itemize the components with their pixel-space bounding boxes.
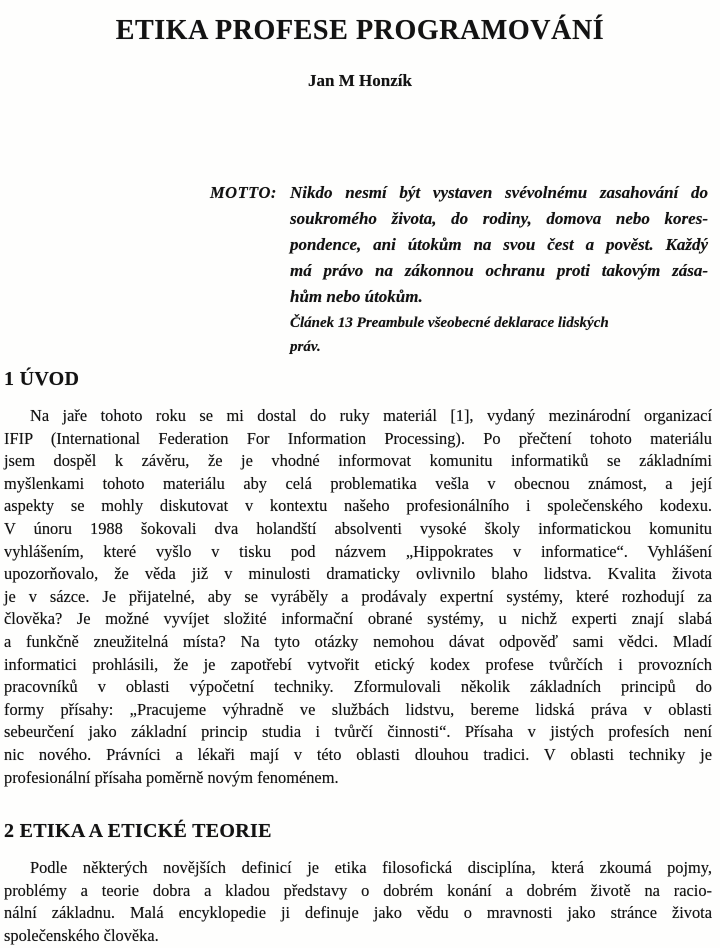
text-line: a funkčně zneužitelná místa? Na tyto otázky nemohou dávat odpověď sami vědci. Mladí: [4, 631, 712, 651]
page-title: ETIKA PROFESE PROGRAMOVÁNÍ: [115, 15, 605, 46]
text-line: vyhlášením, které vyšlo v tisku pod názvem „Hippokrates v informatice“. Vyhlášení: [4, 541, 712, 561]
text-line: aspekty se mohly diskutovat v kontextu našeho profesionálního i společenského kodexu.: [4, 496, 712, 516]
text-line: soukromého života, do rodiny, domova nebo kores-: [290, 209, 708, 228]
motto-text: [290, 180, 708, 310]
section-etika-paragraph: [4, 857, 712, 947]
text-line: Podle některých novějších definicí je etika filosofická disciplína, která zkoumá pojmy,: [30, 858, 712, 878]
text-line: Nikdo nesmí být vystaven svévolnému zasahování do: [290, 183, 708, 202]
text-line: profesionální přísaha poměrně novým fenoménem.: [4, 767, 339, 787]
motto-block: [210, 180, 708, 359]
motto-label: MOTTO:: [210, 183, 277, 202]
text-line: IFIP (International Federation For Information Processing). Po přečtení tohoto materiálu: [4, 428, 712, 448]
text-line: myšlenkami tohoto materiálu aby celá problematika vešla v obecnou známost, a její: [4, 473, 712, 493]
section-heading-uvod: 1 ÚVOD: [4, 368, 80, 390]
text-line: jsem dospěl k závěru, že je vhodné informovat komunitu informatiků se základními: [4, 451, 712, 471]
text-line: člověka? Je možné vyvíjet složité informační obrané systémy, u nichž experti znají slabá: [4, 609, 712, 629]
text-line: práv.: [290, 339, 321, 355]
text-line: nic nového. Právníci a lékaři mají v této oblasti dlouhou tradici. V oblasti techniky je: [4, 744, 712, 764]
text-line: pracovníků v oblasti výpočetní techniky. Zformulovali několik základních principů do: [4, 677, 712, 697]
motto-citation: [290, 311, 708, 359]
section-heading-etika-a-eticke-teorie: 2 ETIKA A ETICKÉ TEORIE: [4, 820, 272, 843]
text-line: pondence, ani útokům na svou čest a pověst. Každý: [290, 235, 708, 254]
text-line: společenského člověka.: [4, 925, 159, 945]
text-line: Na jaře tohoto roku se mi dostal do ruky materiál [1], vydaný mezinárodní organizací: [30, 406, 712, 425]
author-name: Jan M Honzík: [308, 71, 412, 90]
text-line: formy přísahy: „Pracujeme výhradně ve službách lidstvu, bereme lidská práva v oblasti: [4, 699, 712, 719]
section-uvod-paragraph: [4, 405, 712, 789]
text-line: nální základnu. Malá encyklopedie ji definuje jako vědu o mravnosti jako stránce života: [4, 903, 712, 923]
text-line: upozorňovalo, že věda již v minulosti dramaticky ovlivnilo blaho lidstva. Kvalita života: [4, 564, 712, 584]
text-line: informatici prohlásili, že je zapotřebí vytvořit etický kodex profese tvůrčích i provozních: [4, 654, 712, 674]
text-line: Článek 13 Preambule všeobecné deklarace lidských: [290, 315, 609, 331]
text-line: je v sázce. Je přijatelné, aby se vyráběly a prodávaly expertní systémy, které rozhodují za: [4, 586, 712, 606]
text-line: hům nebo útokům.: [290, 287, 423, 306]
motto-body: [290, 180, 708, 359]
text-line: má právo na zákonnou ochranu proti takovým zása-: [290, 261, 708, 280]
text-line: V únoru 1988 šokovali dva holandští absolventi vysoké školy informatickou komunitu: [4, 518, 712, 538]
text-line: problémy a teorie dobra a kladou představy o dobrém konání a dobrém životě na racio-: [4, 880, 712, 900]
text-line: sebeurčení jako základní princip studia i tvůrčí činnosti“. Přísaha v jistých profesích není: [4, 722, 712, 742]
